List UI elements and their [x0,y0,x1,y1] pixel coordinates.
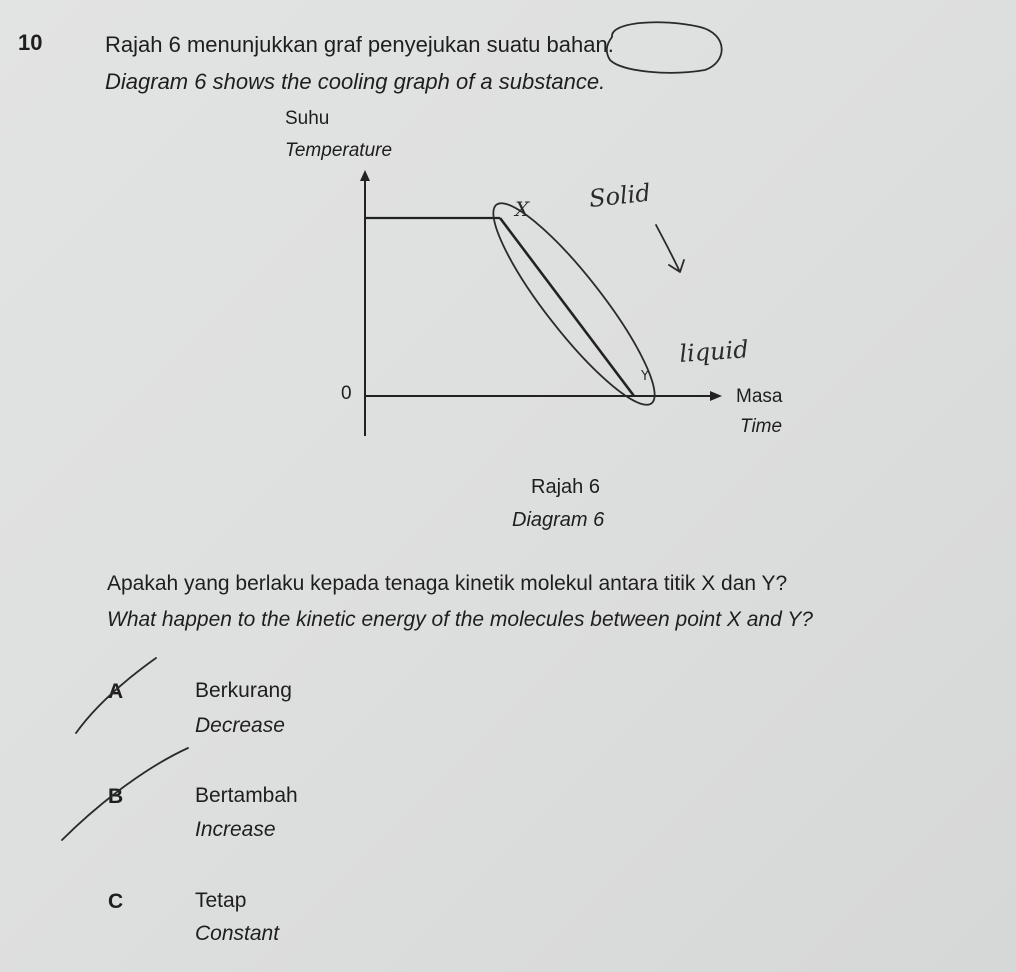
x-axis-label-malay: Masa [736,386,783,407]
handwritten-point-x: X [515,197,530,221]
option-a-text-english: Decrease [195,714,285,737]
option-a-strikethrough-icon [76,658,156,733]
y-axis-arrowhead [360,170,370,181]
diagram-caption-english: Diagram 6 [512,509,605,531]
question-stem-english: Diagram 6 shows the cooling graph of a substance. [105,69,606,94]
option-b-strikethrough-icon [62,748,188,840]
origin-label: 0 [341,383,352,404]
y-axis-label-english: Temperature [285,140,393,161]
option-b-text-malay: Bertambah [195,784,298,807]
question-prompt-english: What happen to the kinetic energy of the molecules between point X and Y? [107,608,813,631]
option-c-letter: C [108,890,124,913]
y-axis-label-malay: Suhu [285,108,330,129]
handwritten-liquid-note: liquid [678,335,750,368]
question-stem-malay: Rajah 6 menunjukkan graf penyejukan suatu bahan. [105,32,614,57]
handwritten-solid-note: Solid [587,178,652,213]
x-axis-label-english: Time [740,416,783,437]
option-a-letter: A [108,680,124,703]
x-axis-arrowhead [710,391,722,401]
option-c-text-english: Constant [195,922,280,945]
cooling-curve-slope [500,218,634,396]
option-c-text-malay: Tetap [195,889,247,912]
handwritten-arrow-icon [656,225,679,270]
question-number: 10 [18,30,43,55]
option-b-text-english: Increase [195,818,276,841]
option-a-text-malay: Berkurang [195,679,292,702]
circle-around-word-icon [607,22,722,73]
question-prompt-malay: Apakah yang berlaku kepada tenaga kinetik molekul antara titik X dan Y? [107,572,788,595]
diagram-caption-malay: Rajah 6 [531,476,600,498]
option-b-letter: B [108,785,124,808]
handwritten-point-y: Y [641,369,649,384]
